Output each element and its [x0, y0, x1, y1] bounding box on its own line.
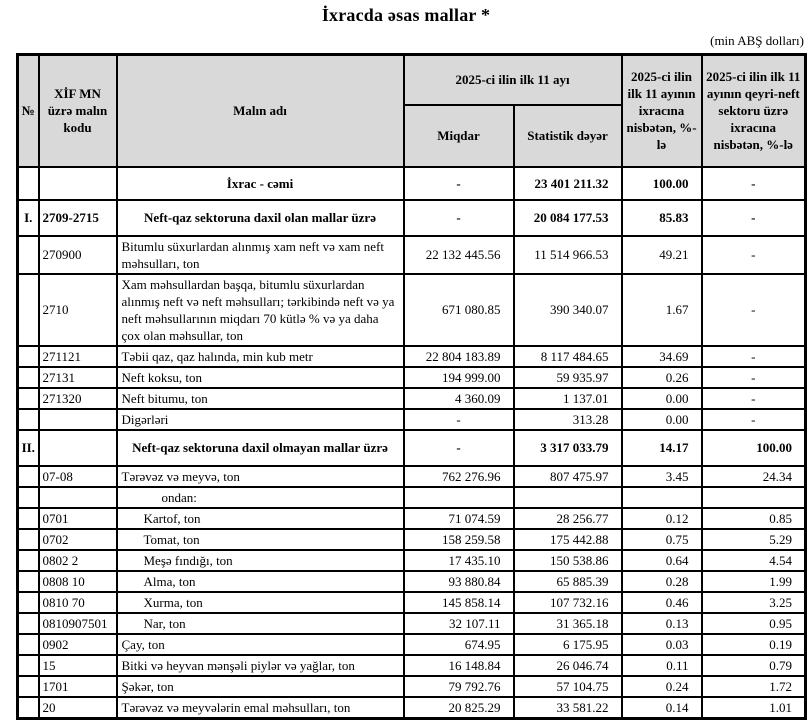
row-quantity: 22 804 183.89 [404, 346, 514, 367]
row-pct-total: 0.13 [622, 613, 702, 634]
row-pct-total: 49.21 [622, 236, 702, 274]
table-row [18, 571, 806, 592]
row-pct-nonoil: 100.00 [702, 430, 806, 466]
row-stat-value: 26 046.74 [514, 655, 622, 676]
row-code: 0902 [39, 634, 117, 655]
row-no [18, 508, 39, 529]
row-pct-nonoil: 1.99 [702, 571, 806, 592]
row-no [18, 167, 39, 200]
row-quantity: - [404, 430, 514, 466]
table-body [18, 167, 806, 719]
row-name: Bitki və heyvan mənşəli piylər və yağlar, ton [117, 655, 404, 676]
table-row [18, 529, 806, 550]
row-quantity [404, 487, 514, 508]
row-stat-value: 20 084 177.53 [514, 200, 622, 236]
header-quantity: Miqdar [404, 105, 514, 167]
row-pct-total: 1.67 [622, 274, 702, 346]
row-code: 271121 [39, 346, 117, 367]
row-code: 20 [39, 697, 117, 719]
row-pct-nonoil: 5.29 [702, 529, 806, 550]
table-row [18, 508, 806, 529]
row-quantity: 194 999.00 [404, 367, 514, 388]
row-pct-nonoil: - [702, 274, 806, 346]
row-pct-nonoil: 0.85 [702, 508, 806, 529]
row-no [18, 466, 39, 487]
header-pct-nonoil: 2025-ci ilin ilk 11 ayının qeyri-neft sektoru üzrə ixracına nisbətən, %-lə [702, 55, 806, 167]
row-name: Təbii qaz, qaz halında, min kub metr [117, 346, 404, 367]
row-pct-nonoil: - [702, 409, 806, 430]
row-pct-nonoil: - [702, 367, 806, 388]
row-pct-total: 3.45 [622, 466, 702, 487]
row-pct-nonoil: - [702, 346, 806, 367]
row-name: Nar, ton [117, 613, 404, 634]
row-pct-total: 0.12 [622, 508, 702, 529]
row-code: 0802 2 [39, 550, 117, 571]
table-row [18, 697, 806, 719]
row-pct-total: 0.28 [622, 571, 702, 592]
row-code: 271320 [39, 388, 117, 409]
row-pct-nonoil: 0.95 [702, 613, 806, 634]
table-row [18, 634, 806, 655]
row-name: Kartof, ton [117, 508, 404, 529]
row-no: I. [18, 200, 39, 236]
row-name: Meşə fındığı, ton [117, 550, 404, 571]
row-stat-value: 390 340.07 [514, 274, 622, 346]
row-quantity: 71 074.59 [404, 508, 514, 529]
row-stat-value: 3 317 033.79 [514, 430, 622, 466]
row-code: 27131 [39, 367, 117, 388]
row-name: Bitumlu süxurlardan alınmış xam neft və xam neft məhsulları, ton [117, 236, 404, 274]
row-no [18, 550, 39, 571]
row-stat-value: 65 885.39 [514, 571, 622, 592]
table-row [18, 430, 806, 466]
row-code [39, 487, 117, 508]
row-no: II. [18, 430, 39, 466]
row-code: 1701 [39, 676, 117, 697]
row-no [18, 613, 39, 634]
row-pct-total: 0.03 [622, 634, 702, 655]
row-pct-nonoil: - [702, 200, 806, 236]
row-pct-total: 0.00 [622, 388, 702, 409]
table-row [18, 550, 806, 571]
table-row [18, 409, 806, 430]
header-code: XİF MN üzrə malın kodu [39, 55, 117, 167]
row-quantity: 93 880.84 [404, 571, 514, 592]
row-no [18, 409, 39, 430]
row-stat-value: 8 117 484.65 [514, 346, 622, 367]
row-pct-nonoil: 1.01 [702, 697, 806, 719]
row-code: 270900 [39, 236, 117, 274]
row-stat-value: 107 732.16 [514, 592, 622, 613]
row-code: 0810 70 [39, 592, 117, 613]
row-pct-nonoil: 0.19 [702, 634, 806, 655]
row-stat-value: 6 175.95 [514, 634, 622, 655]
row-pct-nonoil [702, 487, 806, 508]
row-quantity: - [404, 409, 514, 430]
row-name: Tomat, ton [117, 529, 404, 550]
row-no [18, 274, 39, 346]
row-no [18, 592, 39, 613]
row-name: ondan: [117, 487, 404, 508]
row-code: 2709-2715 [39, 200, 117, 236]
row-quantity: 79 792.76 [404, 676, 514, 697]
row-quantity: 671 080.85 [404, 274, 514, 346]
row-stat-value: 31 365.18 [514, 613, 622, 634]
row-quantity: 4 360.09 [404, 388, 514, 409]
row-no [18, 676, 39, 697]
table-row [18, 274, 806, 346]
row-name: Neft koksu, ton [117, 367, 404, 388]
row-no [18, 571, 39, 592]
table-row [18, 592, 806, 613]
row-name: Xam məhsullardan başqa, bitumlu süxurlardan alınmış neft və neft məhsulları; tərkibində neft və ya neft məhsullarının miqdarı 70 kütlə % və ya daha çox olan məhsullar, ton [117, 274, 404, 346]
exports-table [16, 53, 807, 720]
row-pct-total: 0.14 [622, 697, 702, 719]
row-pct-total: 14.17 [622, 430, 702, 466]
row-quantity: 32 107.11 [404, 613, 514, 634]
row-no [18, 655, 39, 676]
row-no [18, 487, 39, 508]
table-row [18, 367, 806, 388]
row-pct-nonoil: - [702, 388, 806, 409]
header-pct-total: 2025-ci ilin ilk 11 ayının ixracına nisbətən, %-lə [622, 55, 702, 167]
header-stat-value: Statistik dəyər [514, 105, 622, 167]
row-stat-value: 1 137.01 [514, 388, 622, 409]
header-no: № [18, 55, 39, 167]
row-pct-total [622, 487, 702, 508]
row-name: Xurma, ton [117, 592, 404, 613]
table-row [18, 676, 806, 697]
row-stat-value [514, 487, 622, 508]
row-code: 0810907501 [39, 613, 117, 634]
row-stat-value: 33 581.22 [514, 697, 622, 719]
row-name: Tərəvəz və meyvələrin emal məhsulları, ton [117, 697, 404, 719]
table-row [18, 236, 806, 274]
row-name: Tərəvəz və meyvə, ton [117, 466, 404, 487]
header-name: Malın adı [117, 55, 404, 167]
row-stat-value: 313.28 [514, 409, 622, 430]
row-quantity: 674.95 [404, 634, 514, 655]
row-no [18, 697, 39, 719]
table-row [18, 346, 806, 367]
row-pct-nonoil: 0.79 [702, 655, 806, 676]
row-quantity: 158 259.58 [404, 529, 514, 550]
row-quantity: 16 148.84 [404, 655, 514, 676]
row-stat-value: 807 475.97 [514, 466, 622, 487]
row-name: Digərləri [117, 409, 404, 430]
row-stat-value: 11 514 966.53 [514, 236, 622, 274]
row-pct-total: 34.69 [622, 346, 702, 367]
row-quantity: 20 825.29 [404, 697, 514, 719]
row-no [18, 634, 39, 655]
row-pct-total: 0.11 [622, 655, 702, 676]
row-pct-total: 85.83 [622, 200, 702, 236]
row-pct-total: 0.46 [622, 592, 702, 613]
table-row [18, 613, 806, 634]
row-pct-total: 0.00 [622, 409, 702, 430]
page-title: İxracda əsas mallar * [321, 5, 491, 25]
row-no [18, 388, 39, 409]
row-name: Çay, ton [117, 634, 404, 655]
row-pct-nonoil: 24.34 [702, 466, 806, 487]
row-pct-total: 0.75 [622, 529, 702, 550]
row-pct-nonoil: - [702, 167, 806, 200]
row-code: 15 [39, 655, 117, 676]
row-pct-total: 0.64 [622, 550, 702, 571]
row-code: 07-08 [39, 466, 117, 487]
row-name: Neft bitumu, ton [117, 388, 404, 409]
row-no [18, 236, 39, 274]
table-row [18, 655, 806, 676]
row-no [18, 346, 39, 367]
row-pct-nonoil: - [702, 236, 806, 274]
row-name: Neft-qaz sektoruna daxil olmayan mallar üzrə [117, 430, 404, 466]
table-row [18, 167, 806, 200]
header-row-top [18, 55, 806, 105]
row-quantity: 22 132 445.56 [404, 236, 514, 274]
row-pct-total: 100.00 [622, 167, 702, 200]
row-stat-value: 28 256.77 [514, 508, 622, 529]
row-code [39, 409, 117, 430]
row-no [18, 529, 39, 550]
row-name: İxrac - cəmi [117, 167, 404, 200]
row-pct-total: 0.26 [622, 367, 702, 388]
row-quantity: - [404, 167, 514, 200]
row-pct-nonoil: 1.72 [702, 676, 806, 697]
row-quantity: 762 276.96 [404, 466, 514, 487]
row-stat-value: 175 442.88 [514, 529, 622, 550]
row-quantity: 17 435.10 [404, 550, 514, 571]
table-row [18, 388, 806, 409]
table-row [18, 466, 806, 487]
row-quantity: - [404, 200, 514, 236]
row-code [39, 430, 117, 466]
row-code: 0702 [39, 529, 117, 550]
row-stat-value: 57 104.75 [514, 676, 622, 697]
row-pct-nonoil: 3.25 [702, 592, 806, 613]
row-code: 0808 10 [39, 571, 117, 592]
row-code: 2710 [39, 274, 117, 346]
row-quantity: 145 858.14 [404, 592, 514, 613]
unit-note: (min ABŞ dolları) [710, 33, 804, 48]
row-name: Şəkər, ton [117, 676, 404, 697]
row-no [18, 367, 39, 388]
row-name: Alma, ton [117, 571, 404, 592]
row-pct-nonoil: 4.54 [702, 550, 806, 571]
table-row [18, 200, 806, 236]
row-name: Neft-qaz sektoruna daxil olan mallar üzrə [117, 200, 404, 236]
row-stat-value: 23 401 211.32 [514, 167, 622, 200]
row-code [39, 167, 117, 200]
table-row [18, 487, 806, 508]
header-period-group: 2025-ci ilin ilk 11 ayı [404, 55, 622, 105]
row-stat-value: 150 538.86 [514, 550, 622, 571]
row-pct-total: 0.24 [622, 676, 702, 697]
table-header [18, 55, 806, 167]
row-code: 0701 [39, 508, 117, 529]
row-stat-value: 59 935.97 [514, 367, 622, 388]
